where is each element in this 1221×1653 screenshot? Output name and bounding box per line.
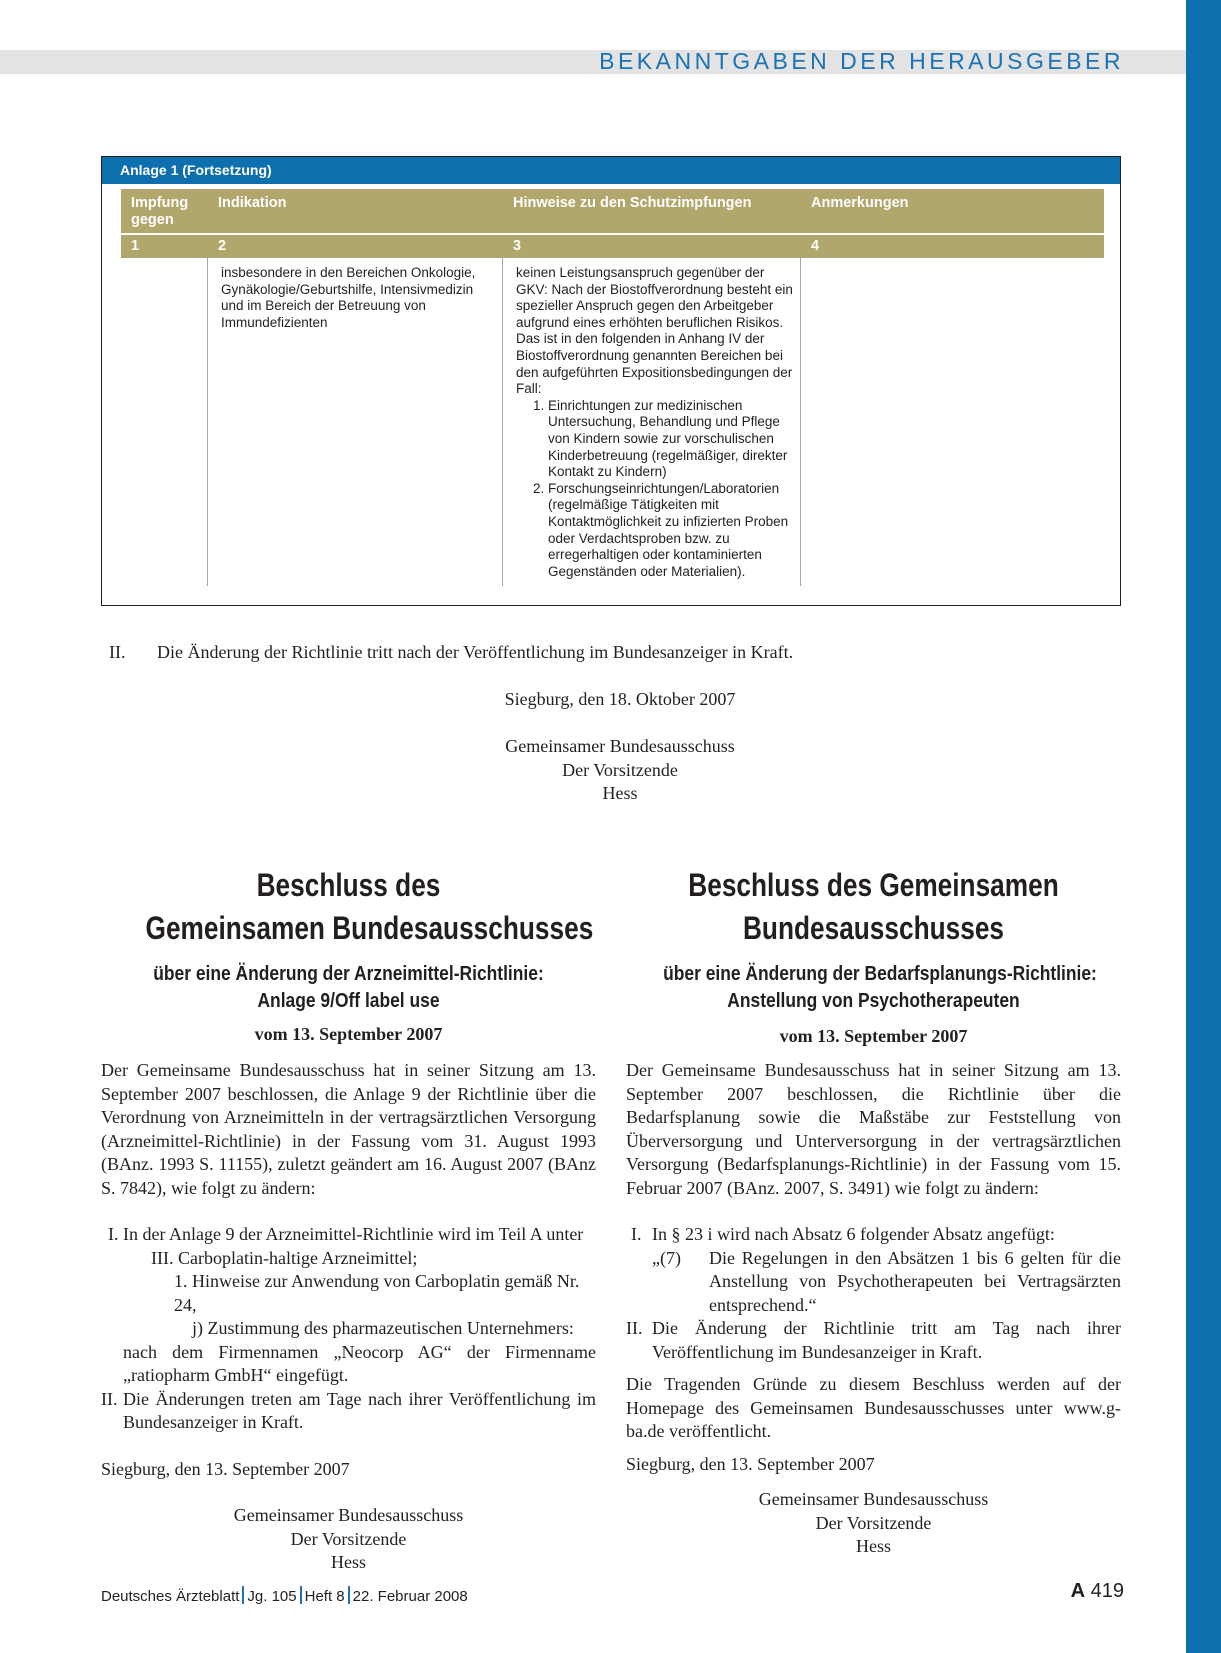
left-subtitle-line: Anlage 9/Off label use bbox=[257, 989, 440, 1012]
right-title bbox=[671, 864, 1077, 950]
right-article bbox=[626, 864, 1121, 1559]
right-signature bbox=[626, 1488, 1121, 1559]
left-item-1-line: III. Carboplatin-haltige Arzneimittel; bbox=[151, 1247, 418, 1268]
left-item-1-line: 1. Hinweise zur Anwendung von Carboplatin gemäß Nr. 24, bbox=[174, 1271, 580, 1315]
footer-separator bbox=[242, 1586, 244, 1604]
left-item-1-line: j) Zustimmung des pharmazeutischen Unternehmers: bbox=[192, 1318, 574, 1338]
footer-journal: Deutsches Ärzteblatt bbox=[101, 1588, 240, 1605]
right-item-2 bbox=[626, 1317, 1121, 1364]
column-number-4: 4 bbox=[811, 238, 820, 254]
signature-name: Hess bbox=[856, 1536, 891, 1556]
left-signature bbox=[101, 1504, 596, 1575]
right-title-line: Bundesausschusses bbox=[742, 910, 1005, 946]
top-signature bbox=[400, 735, 840, 806]
column-divider bbox=[502, 258, 503, 586]
right-date-line: vom 13. September 2007 bbox=[779, 1026, 968, 1046]
left-item-1 bbox=[101, 1223, 596, 1388]
right-reasons: Die Tragenden Gründe zu diesem Beschluss werden auf der Homepage des Gemeinsamen Bundesausschusses unter www.g-ba.de veröffentlicht. bbox=[626, 1374, 1121, 1441]
footer-volume: Jg. 105 bbox=[247, 1588, 297, 1605]
left-item-2 bbox=[101, 1388, 596, 1435]
footer-issue: Heft 8 bbox=[304, 1588, 345, 1605]
right-item-2-number: II. bbox=[626, 1318, 643, 1338]
footer-separator bbox=[300, 1586, 302, 1604]
right-item-1-number: I. bbox=[631, 1224, 642, 1244]
left-date-line: vom 13. September 2007 bbox=[254, 1024, 443, 1044]
column-number-3: 3 bbox=[513, 238, 522, 254]
top-item-text: Die Änderung der Richtlinie tritt nach der Veröffentlichung im Bundesanzeiger in Kraft. bbox=[157, 642, 794, 662]
section-label: BEKANNTGABEN DER HERAUSGEBER bbox=[599, 48, 1124, 74]
page-prefix: A bbox=[1070, 1580, 1086, 1602]
footer-citation bbox=[101, 1586, 468, 1605]
hinweise-intro: keinen Leistungsanspruch gegenüber der GKV: Nach der Biostoffverordnung besteht ein spezieller Anspruch gegen den Arbeitgeber aufgrund eines erhöhten beruflichen Risikos. Das ist in den folgenden in Anhang IV der Biostoffverordnung genannten Bereichen bei den aufgeführten Expositionsbedingungen der Fall: bbox=[516, 265, 793, 397]
signature-role: Der Vorsitzende bbox=[815, 1512, 932, 1533]
right-title-line: Beschluss des Gemeinsamen bbox=[688, 867, 1059, 903]
signature-org: Gemeinsamer Bundesausschuss bbox=[758, 1489, 989, 1509]
left-item-1-number: I. bbox=[108, 1224, 119, 1244]
right-place-date: Siegburg, den 13. September 2007 bbox=[626, 1453, 875, 1474]
signature-org: Gemeinsamer Bundesausschuss bbox=[505, 736, 735, 756]
left-title bbox=[145, 864, 594, 950]
left-article bbox=[101, 864, 596, 1575]
column-divider bbox=[207, 258, 208, 586]
side-accent-bar bbox=[1186, 0, 1221, 1653]
top-item-number: II. bbox=[109, 642, 126, 662]
table-header-row bbox=[121, 189, 1104, 233]
right-subtitle-line: Anstellung von Psychotherapeuten bbox=[727, 989, 1020, 1012]
signature-org: Gemeinsamer Bundesausschuss bbox=[233, 1505, 464, 1525]
hinweise-item: 1. Einrichtungen zur medizinischen Untersuchung, Behandlung und Pflege von Kindern sowie zur vorschulischen Kinderbetreuung (regelmäßiger, direkter Kontakt zu Kindern) bbox=[548, 398, 794, 481]
left-item-2-number: II. bbox=[101, 1388, 118, 1409]
hinweise-cell bbox=[516, 265, 794, 580]
table-number-row bbox=[121, 235, 1104, 258]
indikation-cell bbox=[221, 265, 496, 331]
anlage-table bbox=[101, 156, 1121, 606]
right-intro: Der Gemeinsame Bundesausschuss hat in seiner Sitzung am 13. September 2007 beschlossen, die Richtlinie über die Bedarfsplanung sowie die Maßstäbe zur Feststellung von Überversorgung und Unterversorgung in der vertragsärztlichen Versorgung (Bedarfsplanungs-Richtlinie) in der Fassung vom 15. Februar 2007 (BAnz. 2007, S. 3491) wie folgt zu ändern: bbox=[626, 1060, 1121, 1198]
column-header-hinweise: Hinweise zu den Schutzimpfungen bbox=[513, 195, 752, 211]
left-item-2-text: Die Änderungen treten am Tage nach ihrer Veröffentlichung im Bundesanzeiger in Kraft. bbox=[123, 1388, 596, 1432]
signature-name: Hess bbox=[602, 783, 638, 803]
top-place-date: Siegburg, den 18. Oktober 2007 bbox=[504, 689, 736, 709]
right-subtitle-line: über eine Änderung der Bedarfsplanungs-Richtlinie: bbox=[663, 962, 1097, 985]
hinweise-list bbox=[516, 398, 794, 581]
page-number bbox=[1071, 1580, 1124, 1603]
column-header-anmerkungen: Anmerkungen bbox=[811, 195, 909, 211]
hinweise-item: 2. Forschungseinrichtungen/Laboratorien (regelmäßige Tätigkeiten mit Kontaktmöglichkeit zu infizierten Proben oder Verdachtsproben bzw. zu erregerhaltigen oder kontaminierten Gegenständen oder Materialien). bbox=[548, 481, 794, 581]
indikation-text: insbesondere in den Bereichen Onkologie, Gynäkologie/Geburtshilfe, Intensivmedizin und im Bereich der Betreuung von Immundefizienten bbox=[221, 265, 476, 330]
left-item-1-line: nach dem Firmennamen „Neocorp AG“ der Firmenname „ratiopharm GmbH“ eingefügt. bbox=[123, 1341, 596, 1385]
column-header-indikation: Indikation bbox=[218, 195, 287, 211]
right-quote-number: „(7) bbox=[652, 1247, 681, 1268]
column-number-2: 2 bbox=[218, 238, 227, 254]
left-subtitle bbox=[138, 960, 559, 1014]
right-item-1-text: In § 23 i wird nach Absatz 6 folgender Absatz angefügt: bbox=[652, 1224, 1055, 1244]
right-subtitle bbox=[663, 960, 1097, 1014]
right-item-1 bbox=[626, 1223, 1121, 1317]
left-item-1-line: In der Anlage 9 der Arzneimittel-Richtlinie wird im Teil A unter bbox=[123, 1224, 584, 1244]
right-item-1-quote bbox=[652, 1247, 1121, 1318]
left-title-line: Beschluss des bbox=[256, 867, 441, 903]
left-place-date: Siegburg, den 13. September 2007 bbox=[101, 1458, 350, 1479]
left-intro: Der Gemeinsame Bundesausschuss hat in seiner Sitzung am 13. September 2007 beschlossen, die Anlage 9 der Richtlinie über die Verordnung von Arzneimitteln in der vertragsärztlichen Versorgung (Arzneimittel-Richtlinie) in der Fassung vom 31. August 1993 (BAnz. 1993 S. 11155), zuletzt geändert am 16. August 2007 (BAnz S. 7842), wie folgt zu ändern: bbox=[101, 1060, 596, 1198]
footer-date: 22. Februar 2008 bbox=[352, 1588, 468, 1605]
signature-name: Hess bbox=[331, 1552, 366, 1572]
column-number-1: 1 bbox=[131, 238, 140, 254]
column-header-impfung: Impfung gegen bbox=[131, 195, 189, 228]
column-divider bbox=[800, 258, 801, 586]
left-subtitle-line: über eine Änderung der Arzneimittel-Richtlinie: bbox=[153, 962, 544, 985]
footer-separator bbox=[348, 1586, 350, 1604]
signature-role: Der Vorsitzende bbox=[562, 759, 678, 780]
page-number-value: 419 bbox=[1090, 1580, 1124, 1602]
right-item-2-text: Die Änderung der Richtlinie tritt am Tag nach ihrer Veröffentlichung im Bundesanzeiger in Kraft. bbox=[652, 1318, 1121, 1362]
signature-role: Der Vorsitzende bbox=[290, 1528, 407, 1549]
left-title-line: Gemeinsamen Bundesausschusses bbox=[145, 910, 594, 946]
right-quote-text: Die Regelungen in den Absätzen 1 bis 6 gelten für die Anstellung von Psychotherapeuten bei Vertragsärzten entsprechend.“ bbox=[709, 1247, 1121, 1315]
table-title: Anlage 1 (Fortsetzung) bbox=[102, 157, 1120, 184]
